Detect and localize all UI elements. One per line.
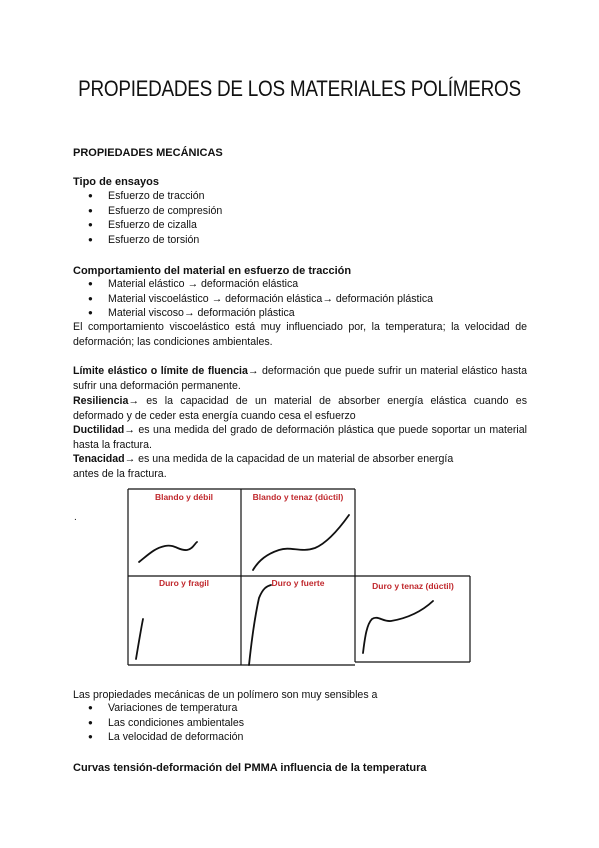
list-item: ● Material elástico → deformación elástica xyxy=(88,277,433,292)
stress-strain-figure xyxy=(127,488,472,671)
page-title: PROPIEDADES DE LOS MATERIALES POLÍMEROS xyxy=(78,76,521,101)
panel-grid xyxy=(128,489,470,665)
tipo-list xyxy=(88,189,222,248)
text-resiliencia: es la capacidad de un material de absorber energía elástica cuando es deformado y de ceder esta energía cuando cesa el esfuerzo xyxy=(73,395,527,422)
stray-dot: . xyxy=(74,512,77,523)
definition-resiliencia xyxy=(73,394,527,424)
panel-label-blando-tenaz: Blando y tenaz (dúctil) xyxy=(252,492,344,502)
list-item: ● Material viscoelástico → deformación elástica→ deformación plástica xyxy=(88,292,433,307)
list-item: ● Esfuerzo de tracción xyxy=(88,189,222,204)
comportamiento-list xyxy=(88,277,433,321)
curvas-heading: Curvas tensión-deformación del PMMA influencia de la temperatura xyxy=(73,762,427,774)
curve-blando-debil xyxy=(139,542,197,562)
term-tenacidad: Tenacidad→ xyxy=(73,453,136,465)
panel-label-duro-fragil: Duro y fragil xyxy=(158,578,210,588)
text-tenacidad: es una medida de la capacidad de un material de absorber energía xyxy=(135,453,454,465)
list-item: ● Las condiciones ambientales xyxy=(88,716,244,731)
curve-blando-tenaz xyxy=(253,515,349,570)
curve-duro-fuerte xyxy=(249,585,271,665)
tipo-heading: Tipo de ensayos xyxy=(73,176,159,188)
text-limite: deformación que puede sufrir un material elástico hasta sufrir una deformación permanente. xyxy=(73,365,527,392)
curve-duro-fragil xyxy=(136,619,143,659)
sensibles-intro: Las propiedades mecánicas de un polímero son muy sensibles a xyxy=(73,689,378,701)
text-ductilidad: es una medida del grado de deformación plástica que puede soportar un material hasta la fractura. xyxy=(73,424,527,451)
term-limite: Límite elástico o límite de fluencia→ xyxy=(73,365,259,377)
list-item: ● Esfuerzo de torsión xyxy=(88,233,222,248)
list-item: ● Variaciones de temperatura xyxy=(88,701,244,716)
panel-label-duro-tenaz: Duro y tenaz (dúctil) xyxy=(372,581,454,591)
comportamiento-heading: Comportamiento del material en esfuerzo de tracción xyxy=(73,265,352,277)
panel-label-duro-fuerte: Duro y fuerte xyxy=(271,578,325,588)
sensibles-list xyxy=(88,701,244,745)
definition-limite xyxy=(73,364,527,394)
list-item: ● Material viscoso→ deformación plástica xyxy=(88,306,433,321)
term-ductilidad: Ductilidad→ xyxy=(73,424,135,436)
list-item: ● Esfuerzo de compresión xyxy=(88,204,222,219)
list-item: ● La velocidad de deformación xyxy=(88,730,244,745)
curve-duro-tenaz xyxy=(363,601,433,653)
definition-tenacidad-cont: antes de la fractura. xyxy=(73,468,167,480)
section-heading-mecanicas: PROPIEDADES MECÁNICAS xyxy=(73,147,223,159)
stress-strain-panels xyxy=(127,488,472,666)
term-resiliencia: Resiliencia→ xyxy=(73,395,139,407)
panel-label-blando-debil: Blando y débil xyxy=(154,492,214,502)
definition-ductilidad xyxy=(73,423,527,453)
comportamiento-note: El comportamiento viscoelástico está muy influenciado por, la temperatura; la velocidad de deformación; las condiciones ambientales. xyxy=(73,321,527,348)
definition-tenacidad xyxy=(73,452,527,467)
list-item: ● Esfuerzo de cizalla xyxy=(88,218,222,233)
